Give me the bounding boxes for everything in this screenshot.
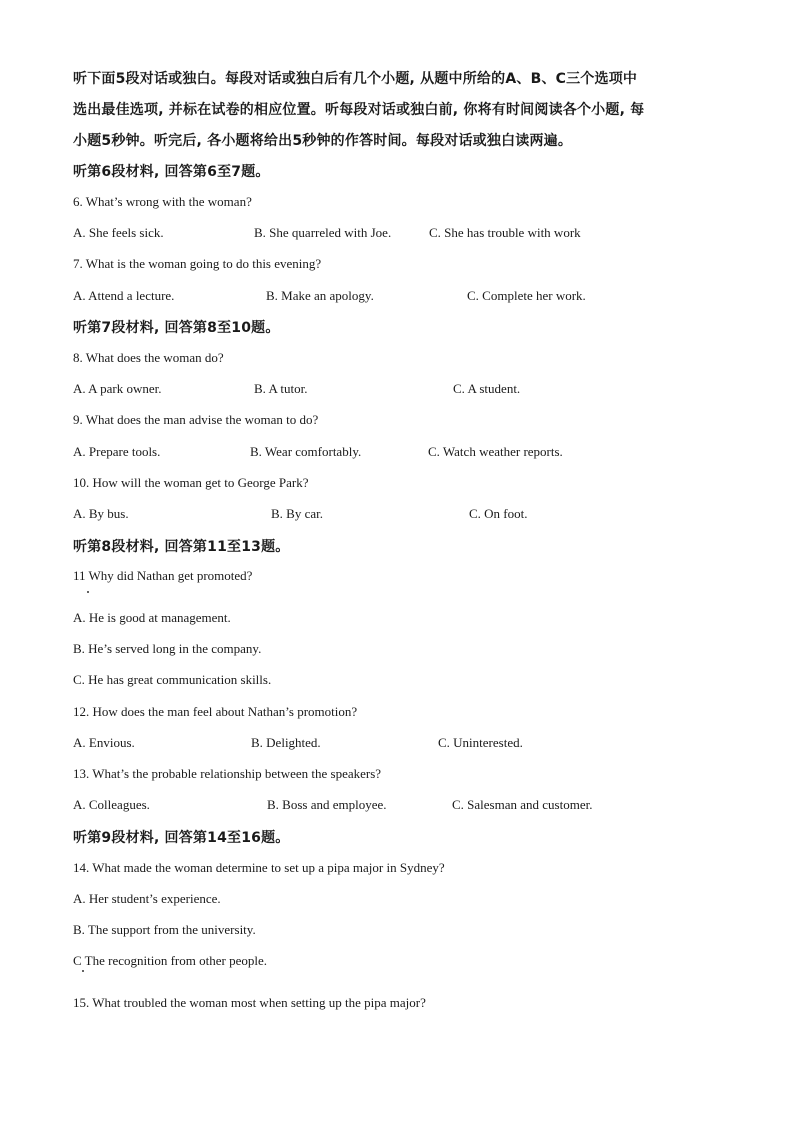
instructions-line-2: 选出最佳选项, 并标在试卷的相应位置。听每段对话或独白前, 你将有时间阅读各个小题, 每 bbox=[73, 102, 645, 118]
question-stem: 9. What does the man advise the woman to do? bbox=[73, 412, 319, 427]
option-b: B. By car. bbox=[271, 506, 323, 521]
option-b: B. Wear comfortably. bbox=[250, 444, 362, 459]
section-heading: 听第6段材料, 回答第6至7题。 bbox=[73, 164, 270, 180]
option-c: C. Watch weather reports. bbox=[428, 444, 563, 459]
option-c: C. A student. bbox=[453, 381, 521, 396]
section-heading: 听第7段材料, 回答第8至10题。 bbox=[73, 320, 280, 336]
option-b: B. Delighted. bbox=[251, 735, 321, 750]
question-stem: 8. What does the woman do? bbox=[73, 350, 224, 365]
instructions-line-3: 小题5秒钟。听完后, 各小题将给出5秒钟的作答时间。每段对话或独白读两遍。 bbox=[73, 133, 573, 149]
question-stem: 7. What is the woman going to do this evening? bbox=[73, 256, 322, 271]
question-stem: 10. How will the woman get to George Park? bbox=[73, 475, 309, 490]
option-a: A. Prepare tools. bbox=[73, 444, 161, 459]
option-a: A. Colleagues. bbox=[73, 797, 150, 812]
stray-dot-mark bbox=[87, 591, 89, 593]
question-stem: 6. What’s wrong with the woman? bbox=[73, 194, 252, 209]
option-b: B. She quarreled with Joe. bbox=[254, 225, 392, 240]
option-a: A. He is good at management. bbox=[73, 610, 231, 625]
option-a: A. Attend a lecture. bbox=[73, 288, 175, 303]
option-b: B. Make an apology. bbox=[266, 288, 374, 303]
option-a: A. Envious. bbox=[73, 735, 135, 750]
question-stem: 15. What troubled the woman most when setting up the pipa major? bbox=[73, 995, 426, 1010]
option-c: C. Salesman and customer. bbox=[452, 797, 593, 812]
question-stem: 14. What made the woman determine to set up a pipa major in Sydney? bbox=[73, 860, 445, 875]
option-a: A. By bus. bbox=[73, 506, 129, 521]
option-c: C. On foot. bbox=[469, 506, 528, 521]
question-stem: 12. How does the man feel about Nathan’s promotion? bbox=[73, 704, 358, 719]
stray-dot-mark bbox=[82, 970, 84, 972]
option-c: C The recognition from other people. bbox=[73, 953, 267, 968]
option-c: C. Uninterested. bbox=[438, 735, 523, 750]
option-c: C. He has great communication skills. bbox=[73, 672, 272, 687]
option-c: C. Complete her work. bbox=[467, 288, 586, 303]
question-stem: 13. What’s the probable relationship between the speakers? bbox=[73, 766, 382, 781]
option-b: B. He’s served long in the company. bbox=[73, 641, 262, 656]
section-heading: 听第9段材料, 回答第14至16题。 bbox=[73, 830, 290, 846]
option-a: A. A park owner. bbox=[73, 381, 162, 396]
option-b: B. The support from the university. bbox=[73, 922, 256, 937]
option-b: B. Boss and employee. bbox=[267, 797, 387, 812]
option-a: A. Her student’s experience. bbox=[73, 891, 221, 906]
section-heading: 听第8段材料, 回答第11至13题。 bbox=[73, 539, 290, 555]
instructions-line-1: 听下面5段对话或独白。每段对话或独白后有几个小题, 从题中所给的A、B、C三个选项中 bbox=[73, 71, 638, 87]
option-b: B. A tutor. bbox=[254, 381, 308, 396]
question-stem: 11 Why did Nathan get promoted? bbox=[73, 568, 253, 583]
option-a: A. She feels sick. bbox=[73, 225, 164, 240]
option-c: C. She has trouble with work bbox=[429, 225, 581, 240]
